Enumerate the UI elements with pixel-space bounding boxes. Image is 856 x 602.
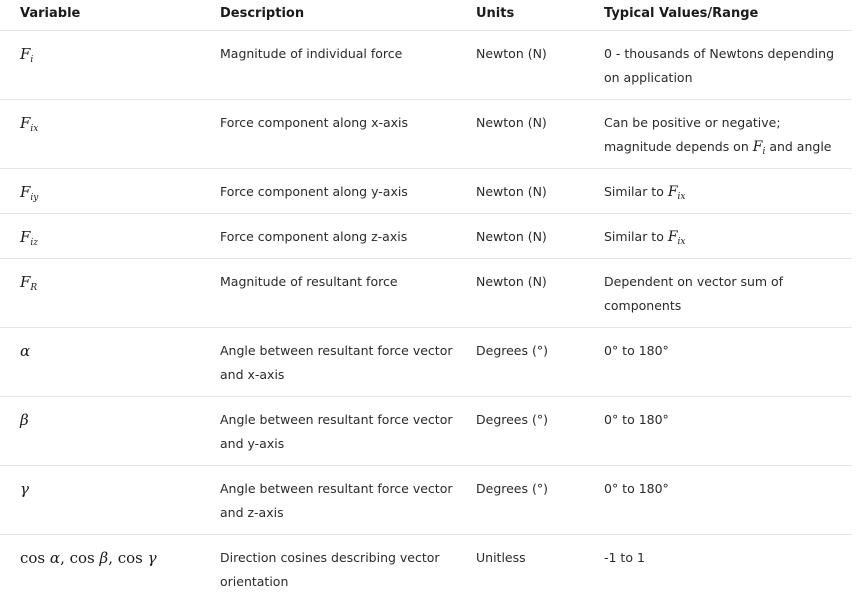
header-description: Description [200, 0, 456, 31]
typical-cell: 0° to 180° [584, 328, 852, 397]
variable-cell [0, 397, 200, 466]
inline-math: $F_{ix}$ [667, 229, 686, 247]
variable-symbol: β [20, 411, 29, 429]
typical-cell: Similar to $F_{ix}$ [584, 214, 852, 259]
table-row [0, 397, 852, 466]
variable-symbol: $F_{ix}$ [20, 114, 39, 134]
typical-cell: Dependent on vector sum of components [584, 259, 852, 328]
description-cell: Force component along x-axis [200, 100, 456, 169]
variable-cell [0, 328, 200, 397]
variable-cell [0, 214, 200, 259]
variable-symbol: cos α, cos β, cos γ [20, 549, 157, 567]
typical-cell: Can be positive or negative; magnitude depends on $F_i$ and angle [584, 100, 852, 169]
units-cell: Newton (N) [456, 259, 584, 328]
description-cell: Angle between resultant force vector and z-axis [200, 466, 456, 535]
table-row [0, 535, 852, 597]
typical-cell: Similar to $F_{ix}$ [584, 169, 852, 214]
inline-math: $F_{ix}$ [667, 184, 686, 202]
description-cell: Angle between resultant force vector and y-axis [200, 397, 456, 466]
inline-math: $F_i$ [752, 139, 766, 157]
variable-cell [0, 535, 200, 597]
variable-symbol: $F_i$ [20, 45, 34, 65]
table-row [0, 31, 852, 100]
description-cell: Force component along y-axis [200, 169, 456, 214]
typical-cell: 0 - thousands of Newtons depending on application [584, 31, 852, 100]
typical-cell: 0° to 180° [584, 397, 852, 466]
description-cell: Angle between resultant force vector and x-axis [200, 328, 456, 397]
table-row [0, 466, 852, 535]
table-row [0, 328, 852, 397]
units-cell: Unitless [476, 550, 526, 565]
variable-symbol: γ [20, 480, 29, 498]
description-cell: Direction cosines describing vector orientation [220, 550, 440, 589]
variable-cell [0, 259, 200, 328]
units-cell: Degrees (°) [456, 328, 584, 397]
description-cell: Force component along z-axis [200, 214, 456, 259]
typical-cell: -1 to 1 [604, 550, 645, 565]
variable-symbol: $F_{iz}$ [20, 228, 39, 248]
table-row [0, 100, 852, 169]
variable-symbol: $F_{iy}$ [20, 183, 39, 203]
description-cell: Magnitude of individual force [200, 31, 456, 100]
variable-symbol: $F_R$ [20, 273, 38, 293]
units-cell: Newton (N) [456, 214, 584, 259]
units-cell: Degrees (°) [456, 466, 584, 535]
table-row [0, 259, 852, 328]
variable-cell [0, 169, 200, 214]
table-row [0, 169, 852, 214]
table-header-row [0, 0, 852, 31]
table-row [0, 214, 852, 259]
units-cell: Degrees (°) [456, 397, 584, 466]
header-typical-values: Typical Values/Range [584, 0, 852, 31]
variable-cell [0, 466, 200, 535]
units-cell: Newton (N) [456, 169, 584, 214]
variable-cell [0, 31, 200, 100]
description-cell: Magnitude of resultant force [200, 259, 456, 328]
typical-cell: 0° to 180° [584, 466, 852, 535]
variable-cell [0, 100, 200, 169]
units-cell: Newton (N) [456, 31, 584, 100]
variable-symbol: α [20, 342, 31, 360]
units-cell: Newton (N) [456, 100, 584, 169]
header-variable: Variable [0, 0, 200, 31]
header-units: Units [456, 0, 584, 31]
